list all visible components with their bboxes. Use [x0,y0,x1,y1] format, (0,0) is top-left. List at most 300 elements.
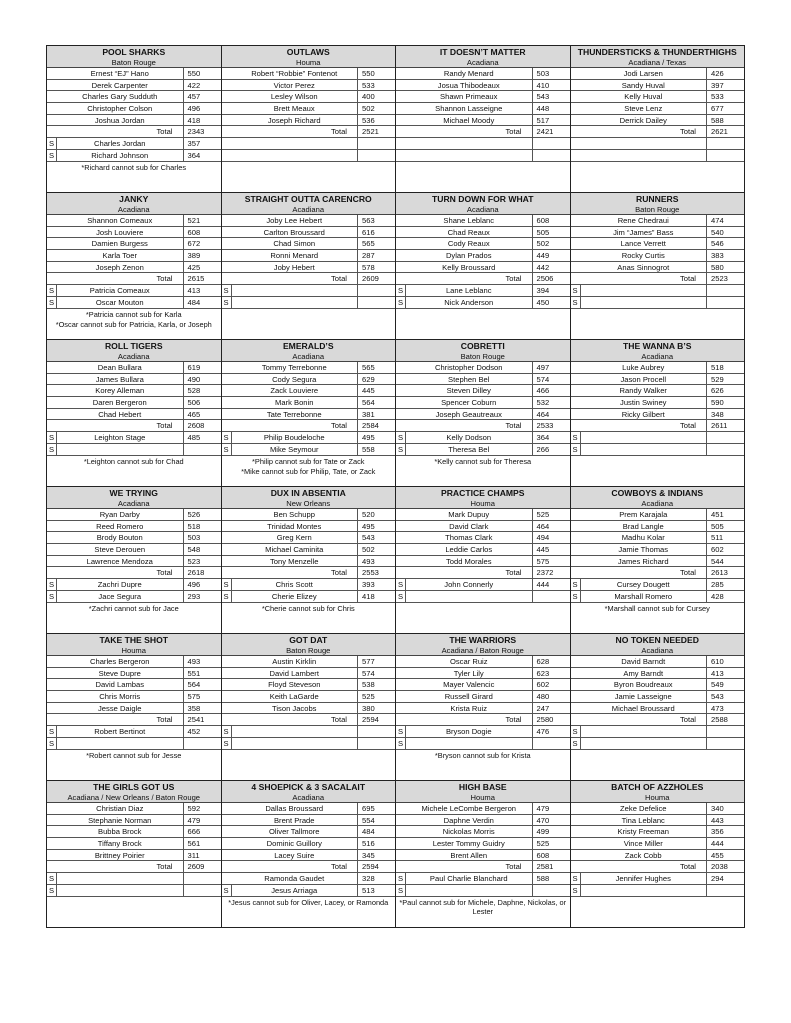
row-spacer [222,238,232,249]
total-label: Total [330,421,347,431]
total-label: Total [505,127,522,137]
player-row [571,656,745,668]
player-name: Mark Dupuy [448,510,490,519]
player-score: 574 [357,668,395,679]
sub-name [406,150,532,161]
team-card [47,781,222,928]
row-spacer [396,668,406,679]
player-score: 565 [357,362,395,373]
sub-name [581,444,707,455]
row-spacer [47,826,57,837]
row-spacer [571,103,581,114]
player-name: Josua Thibodeaux [437,80,500,90]
player-row [47,227,221,239]
team-header [396,487,570,509]
sub-score [532,150,570,161]
player-name: Tina Leblanc [621,815,665,825]
sub-score: 485 [183,432,221,443]
player-score: 546 [706,238,744,249]
player-row [222,838,396,850]
sub-score [706,726,744,737]
player-score: 565 [357,238,395,249]
total-score: 2609 [183,861,221,872]
total-row [571,273,745,285]
player-name: Randy Walker [619,386,667,396]
player-name: Lawrence Mendoza [86,556,153,566]
sub-name [232,738,358,749]
player-row [47,521,221,533]
total-score: 2553 [357,567,395,578]
player-score: 464 [532,409,570,420]
row-spacer [222,385,232,396]
row-spacer [396,544,406,555]
player-row [396,262,570,274]
player-name: Zeke Defelice [620,804,667,813]
sub-name: John Connerly [444,580,494,590]
player-score: 549 [706,679,744,690]
sub-score [706,297,744,308]
team-header [396,781,570,803]
sub-row [47,579,221,591]
team-name: 4 SHOEPICK & 3 SACALAIT [251,782,366,792]
row-spacer [47,803,57,814]
player-score: 523 [183,556,221,567]
team-location: Acadiana [292,205,325,214]
sub-score [532,885,570,896]
row-spacer [222,374,232,385]
player-name: James Bullara [95,374,144,384]
team-header [222,46,396,68]
player-score: 666 [183,826,221,837]
sub-marker: S [222,726,232,737]
team-card [396,46,571,193]
sub-row [222,873,396,885]
player-score: 533 [357,80,395,91]
row-spacer [222,656,232,667]
sub-name [57,738,183,749]
player-name: Cody Reaux [447,239,490,249]
player-name: Lesley Wilson [270,92,318,102]
team-card [47,487,222,634]
sub-score: 513 [357,885,395,896]
player-row [222,668,396,680]
player-score: 578 [357,262,395,273]
sub-row [571,150,745,162]
player-row [47,826,221,838]
team-header [222,193,396,215]
team-header [571,193,745,215]
player-score: 517 [532,115,570,126]
total-row [571,861,745,873]
player-name: Charles Bergeron [89,657,150,666]
sub-score: 418 [357,591,395,602]
sub-score [706,738,744,749]
sub-name: Richard Johnson [91,150,149,160]
player-score: 602 [706,544,744,555]
sub-row [571,285,745,297]
team-name: BATCH OF AZZHOLES [611,782,704,792]
row-spacer [396,68,406,79]
player-score: 511 [706,532,744,543]
player-score: 480 [532,691,570,702]
player-name: Jesse Daigle [98,703,142,713]
player-row [571,103,745,115]
player-score: 464 [532,521,570,532]
sub-score: 495 [357,432,395,443]
sub-row [571,738,745,750]
player-name: Joseph Zenon [95,262,144,272]
team-location: Houma [645,793,670,802]
row-spacer [571,691,581,702]
sub-row [571,297,745,309]
player-score: 529 [706,374,744,385]
sub-score [183,738,221,749]
sub-score [706,285,744,296]
sub-marker: S [396,885,406,896]
sub-marker: S [222,285,232,296]
row-spacer [571,215,581,226]
player-name: Brody Bouton [96,533,143,543]
team-name: THUNDERSTICKS & THUNDERTHIGHS [577,47,737,57]
player-row [222,397,396,409]
player-row [571,815,745,827]
sub-score [357,285,395,296]
player-row [222,544,396,556]
sub-row [47,150,221,162]
sub-note: *Jesus cannot sub for Oliver, Lacey, or Ramonda [228,897,389,907]
sub-score [357,297,395,308]
player-score: 465 [183,409,221,420]
sub-marker: S [571,297,581,308]
sub-name [232,285,358,296]
player-name: Cody Segura [272,374,317,384]
player-name: Tony Menzelle [269,556,319,566]
total-label: Total [156,421,173,431]
row-spacer [47,532,57,543]
row-spacer [571,250,581,261]
player-row [396,80,570,92]
player-row [47,509,221,521]
team-header [571,487,745,509]
row-spacer [571,703,581,714]
player-name: Amy Barndt [623,668,664,678]
row-spacer [222,556,232,567]
sub-marker: S [571,579,581,590]
sub-name [581,297,707,308]
player-name: Steve Derouen [94,545,146,555]
sub-score: 266 [532,444,570,455]
team-card [222,340,397,487]
sub-name: Philip Boudeloche [263,433,325,443]
player-score: 410 [532,80,570,91]
player-name: David Lambert [269,668,319,678]
player-row [571,262,745,274]
team-card [222,634,397,781]
row-spacer [47,262,57,273]
player-name: Dean Bullara [97,363,142,372]
sub-row [571,726,745,738]
sub-score: 294 [706,873,744,884]
total-row [47,714,221,726]
team-name: WE TRYING [109,488,158,498]
player-row [222,362,396,374]
player-score: 543 [706,691,744,702]
total-row [47,861,221,873]
row-spacer [222,250,232,261]
player-score: 608 [183,227,221,238]
team-name: THE GIRLS GOT US [93,782,175,792]
row-spacer [222,68,232,79]
sub-row [396,591,570,603]
player-name: Stephanie Norman [88,815,152,825]
row-spacer [222,227,232,238]
team-band [47,781,745,928]
sub-row [222,150,396,162]
row-spacer [222,215,232,226]
player-score: 490 [183,374,221,385]
row-spacer [222,838,232,849]
row-spacer [47,838,57,849]
row-spacer [47,691,57,702]
row-spacer [396,703,406,714]
sub-name: Jace Segura [98,591,142,601]
team-card [571,781,746,928]
player-score: 532 [532,397,570,408]
sub-score: 496 [183,579,221,590]
player-score: 533 [706,91,744,102]
sub-marker: S [47,579,57,590]
sub-score [706,432,744,443]
sub-name: Chris Scott [275,580,313,590]
sub-name: Robert Bertinot [94,727,146,737]
total-score: 2533 [532,420,570,431]
total-label: Total [679,715,696,725]
total-score: 2608 [183,420,221,431]
total-score: 2521 [357,126,395,137]
player-score: 548 [183,544,221,555]
sub-row [396,297,570,309]
row-spacer [47,850,57,861]
player-name: Madhu Kolar [621,533,665,543]
row-spacer [571,273,581,284]
player-name: Joby Lee Hebert [266,216,323,225]
player-name: Michael Broussard [611,703,675,713]
sub-name [57,873,183,884]
row-spacer [571,714,581,725]
team-name: RUNNERS [636,194,679,204]
team-header [571,634,745,656]
player-score: 608 [532,215,570,226]
sub-marker: S [571,444,581,455]
row-spacer [571,420,581,431]
row-spacer [47,509,57,520]
total-row [396,420,570,432]
sub-score: 428 [706,591,744,602]
player-name: Tyler Lily [453,668,484,678]
sub-row [47,432,221,444]
player-score: 628 [532,656,570,667]
sub-note: *Kelly cannot sub for Theresa [434,456,532,466]
player-row [47,115,221,127]
team-name: TURN DOWN FOR WHAT [431,194,534,204]
player-score: 574 [532,374,570,385]
player-score: 473 [706,703,744,714]
player-score: 474 [706,215,744,226]
sub-name [232,297,358,308]
total-row [222,714,396,726]
player-name: Charles Gary Sudduth [82,92,158,102]
team-name: THE WARRIORS [449,635,517,645]
player-row [571,509,745,521]
player-name: Randy Menard [443,69,494,78]
player-score: 505 [706,521,744,532]
player-name: Derek Carpenter [91,80,148,90]
row-spacer [571,91,581,102]
row-spacer [396,103,406,114]
sub-row [571,579,745,591]
player-row [47,803,221,815]
player-name: Lance Verrett [620,239,666,249]
player-row [222,238,396,250]
sub-marker: S [396,444,406,455]
player-score: 442 [532,262,570,273]
player-name: Jim “James” Bass [613,227,674,237]
sub-name: Paul Charlie Blanchard [429,874,508,884]
player-score: 493 [357,556,395,567]
sub-row [222,738,396,750]
player-row [396,103,570,115]
player-score: 484 [357,826,395,837]
team-name: HIGH BASE [458,782,507,792]
player-score: 543 [357,532,395,543]
total-score: 2613 [706,567,744,578]
sub-marker: S [222,885,232,896]
sub-score: 328 [357,873,395,884]
team-header [396,46,570,68]
player-name: Steve Dupre [98,668,141,678]
row-spacer [47,656,57,667]
player-name: Ronni Menard [270,251,319,261]
row-spacer [571,409,581,420]
player-name: Shane Leblanc [443,216,495,225]
row-spacer [47,273,57,284]
player-score: 602 [532,679,570,690]
player-row [571,91,745,103]
player-score: 616 [357,227,395,238]
sub-score: 357 [183,138,221,149]
row-spacer [222,103,232,114]
sub-marker: S [396,873,406,884]
player-row [222,815,396,827]
player-name: Rocky Curtis [621,251,665,261]
player-score: 590 [706,397,744,408]
player-score: 479 [183,815,221,826]
row-spacer [222,826,232,837]
player-row [222,679,396,691]
player-score: 449 [532,250,570,261]
player-score: 493 [183,656,221,667]
sub-note: *Paul cannot sub for Michele, Daphne, Nickolas, or Lester [399,897,567,916]
player-row [47,262,221,274]
player-score: 418 [183,115,221,126]
player-row [222,215,396,227]
row-spacer [47,250,57,261]
team-card [222,781,397,928]
player-name: Dallas Broussard [265,804,324,813]
row-spacer [571,68,581,79]
row-spacer [396,532,406,543]
team-location: Acadiana [117,205,150,214]
player-row [396,803,570,815]
player-row [222,262,396,274]
player-row [47,679,221,691]
row-spacer [396,567,406,578]
row-spacer [47,668,57,679]
team-card [222,487,397,634]
total-row [396,861,570,873]
player-row [222,68,396,80]
player-row [47,385,221,397]
player-row [47,250,221,262]
total-label: Total [156,127,173,137]
player-score: 448 [532,103,570,114]
sub-marker: S [571,432,581,443]
player-score: 425 [183,262,221,273]
player-name: Tison Jacobs [272,703,317,713]
row-spacer [396,691,406,702]
row-spacer [571,532,581,543]
player-score: 543 [532,91,570,102]
row-spacer [396,215,406,226]
sub-marker: S [47,873,57,884]
player-score: 577 [357,656,395,667]
player-name: Thomas Clark [445,533,493,543]
player-score: 629 [357,374,395,385]
player-name: Byron Boudreaux [613,680,673,690]
row-spacer [47,409,57,420]
row-spacer [47,556,57,567]
player-row [571,679,745,691]
row-spacer [222,362,232,373]
player-name: Kristy Freeman [617,827,669,837]
sub-marker: S [222,432,232,443]
player-row [396,238,570,250]
sub-name: Jesus Arriaga [271,885,318,895]
sub-name [581,885,707,896]
row-spacer [222,262,232,273]
player-name: Luke Aubrey [622,363,665,372]
player-score: 389 [183,250,221,261]
player-score: 554 [357,815,395,826]
team-name: COWBOYS & INDIANS [611,488,704,498]
team-name: TAKE THE SHOT [99,635,169,645]
sub-marker: S [396,579,406,590]
player-name: Shawn Primeaux [440,92,498,102]
player-name: Ryan Darby [99,510,140,519]
sub-score [183,885,221,896]
player-row [222,656,396,668]
player-name: Korey Alleman [95,386,145,396]
row-spacer [222,80,232,91]
sub-row [396,444,570,456]
total-label: Total [156,862,173,872]
row-spacer [396,115,406,126]
player-row [222,850,396,862]
player-row [396,250,570,262]
player-name: Mark Bonin [275,398,314,408]
team-header [47,193,221,215]
player-row [396,679,570,691]
